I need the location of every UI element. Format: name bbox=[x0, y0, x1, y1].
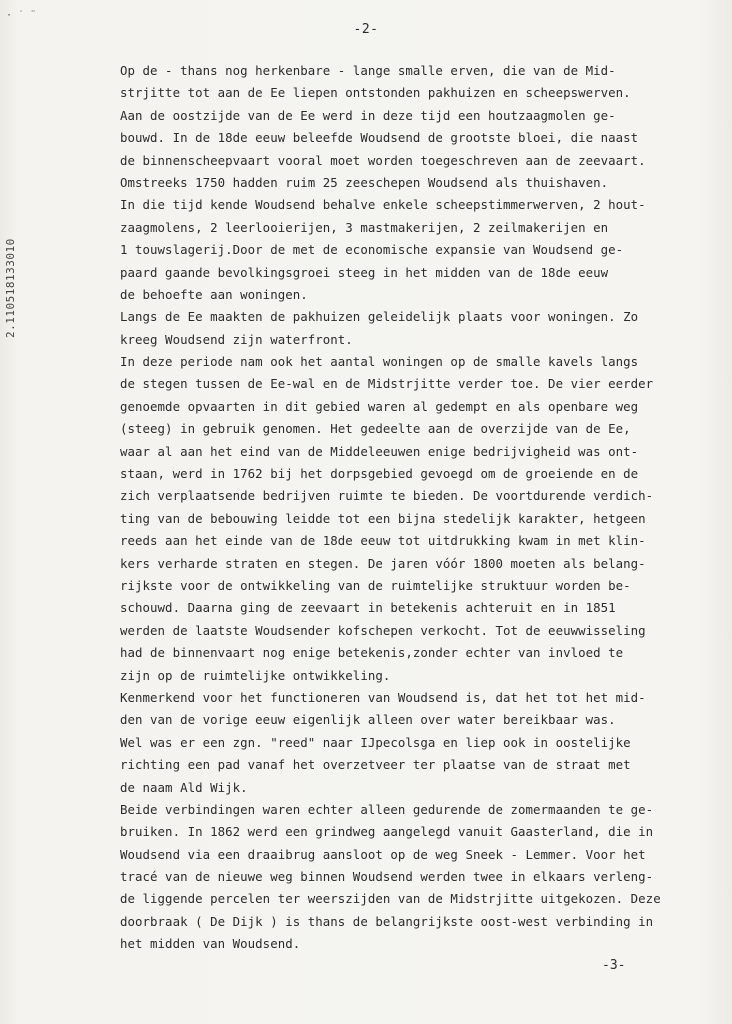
text-line: Op de - thans nog herkenbare - lange smalle erven, die van de Mid- bbox=[120, 63, 616, 78]
text-line: de liggende percelen ter weerszijden van de Midstrjitte uitgekozen. Deze bbox=[120, 891, 661, 907]
text-line: Omstreeks 1750 hadden ruim 25 zeeschepen Woudsend als thuishaven. bbox=[120, 174, 609, 190]
body-text bbox=[120, 60, 680, 956]
paper-specks: · ˙ ¨ bbox=[6, 10, 37, 21]
text-line: Kenmerkend voor het functioneren van Woudsend is, dat het tot het mid- bbox=[120, 689, 646, 705]
page-number: -2- bbox=[353, 22, 379, 37]
text-line: had de binnenvaart nog enige betekenis,zonder echter van invloed te bbox=[120, 645, 624, 661]
text-line: de naam Ald Wijk. bbox=[120, 779, 248, 795]
text-line: staan, werd in 1762 bij het dorpsgebied gevoegd om de groeiende en de bbox=[120, 466, 639, 482]
text-line: tracé van de nieuwe weg binnen Woudsend werden twee in elkaars verleng- bbox=[120, 869, 654, 885]
text-line: bouwd. In de 18de eeuw beleefde Woudsend de grootste bloei, die naast bbox=[120, 130, 639, 146]
text-line: Beide verbindingen waren echter alleen gedurende de zomermaanden te ge- bbox=[120, 801, 654, 817]
text-line: In die tijd kende Woudsend behalve enkele scheepstimmerwerven, 2 hout- bbox=[120, 197, 646, 213]
text-line: zaagmolens, 2 leerlooierijen, 3 mastmakerijen, 2 zeilmakerijen en bbox=[120, 219, 609, 235]
text-line: 1 touwslagerij.Door de met de economische expansie van Woudsend ge- bbox=[120, 242, 624, 258]
text-line: bruiken. In 1862 werd een grindweg aangelegd vanuit Gaasterland, die in bbox=[120, 824, 654, 840]
text-line: waar al aan het eind van de Middeleeuwen enige bedrijvigheid was ont- bbox=[120, 443, 639, 459]
text-line: de behoefte aan woningen. bbox=[120, 286, 308, 302]
archive-code: 2.110518133010 bbox=[4, 238, 17, 338]
text-line: In deze periode nam ook het aantal woningen op de smalle kavels langs bbox=[120, 354, 639, 370]
text-line: de binnenscheepvaart vooral moet worden toegeschreven aan de zeevaart. bbox=[120, 152, 646, 168]
text-line: Aan de oostzijde van de Ee werd in deze tijd een houtzaagmolen ge- bbox=[120, 107, 616, 123]
text-line: strjitte tot aan de Ee liepen ontstonden pakhuizen en scheepswerven. bbox=[120, 85, 631, 101]
text-line: genoemde opvaarten in dit gebied waren al gedempt en als openbare weg bbox=[120, 398, 639, 414]
text-line: Woudsend via een draaibrug aansloot op de weg Sneek - Lemmer. Voor het bbox=[120, 846, 646, 862]
text-line: zich verplaatsende bedrijven ruimte te bieden. De voortdurende verdich- bbox=[120, 488, 654, 504]
text-line: (steeg) in gebruik genomen. Het gedeelte aan de overzijde van de Ee, bbox=[120, 421, 631, 437]
text-line: schouwd. Daarna ging de zeevaart in betekenis achteruit en in 1851 bbox=[120, 600, 616, 616]
text-line: richting een pad vanaf het overzetveer ter plaatse van de straat met bbox=[120, 757, 631, 773]
text-line: kreeg Woudsend zijn waterfront. bbox=[120, 331, 353, 347]
text-line: paard gaande bevolkingsgroei steeg in het midden van de 18de eeuw bbox=[120, 264, 609, 280]
text-line: Langs de Ee maakten de pakhuizen geleidelijk plaats voor woningen. Zo bbox=[120, 309, 639, 325]
text-line: het midden van Woudsend. bbox=[120, 936, 301, 952]
text-line: reeds aan het einde van de 18de eeuw tot uitdrukking kwam in met klin- bbox=[120, 533, 646, 549]
text-line: doorbraak ( De Dijk ) is thans de belangrijkste oost-west verbinding in bbox=[120, 913, 654, 929]
text-line: ting van de bebouwing leidde tot een bijna stedelijk karakter, hetgeen bbox=[120, 510, 646, 526]
next-page-marker: -3- bbox=[602, 958, 626, 973]
text-line: den van de vorige eeuw eigenlijk alleen over water bereikbaar was. bbox=[120, 712, 616, 728]
text-line: Wel was er een zgn. "reed" naar IJpecolsga en liep ook in oostelijke bbox=[120, 734, 631, 750]
text-line: de stegen tussen de Ee-wal en de Midstrjitte verder toe. De vier eerder bbox=[120, 376, 654, 392]
text-line: rijkste voor de ontwikkeling van de ruimtelijke struktuur worden be- bbox=[120, 577, 631, 593]
text-line: zijn op de ruimtelijke ontwikkeling. bbox=[120, 667, 391, 683]
text-line: werden de laatste Woudsender kofschepen verkocht. Tot de eeuwwisseling bbox=[120, 622, 646, 638]
text-line: kers verharde straten en stegen. De jaren vóór 1800 moeten als belang- bbox=[120, 555, 646, 571]
